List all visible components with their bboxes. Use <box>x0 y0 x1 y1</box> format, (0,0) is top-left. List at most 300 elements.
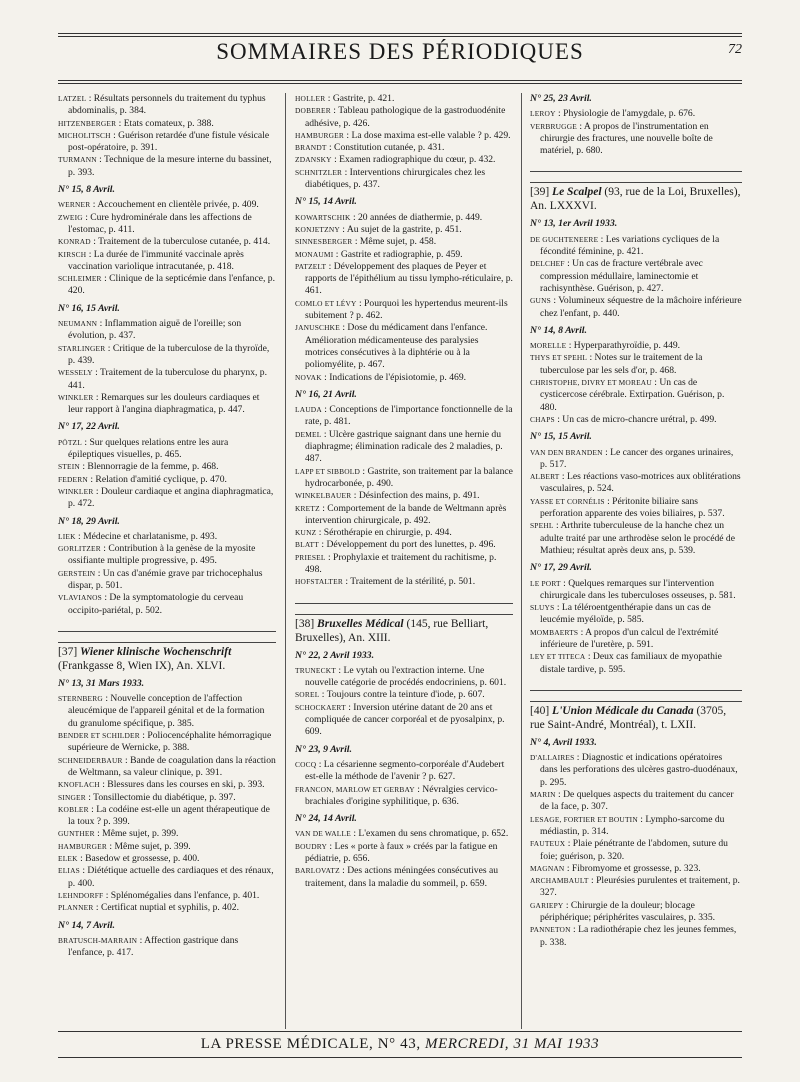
article-author: HOFSTALTER <box>295 577 343 587</box>
article-author: ZWEIG <box>58 212 83 222</box>
article-author: BOUDRY <box>295 841 327 851</box>
article-title: : Constitution cutanée, p. 431. <box>326 142 445 154</box>
article-title: : Blessures dans les courses en ski, p. 393. <box>99 779 265 791</box>
article-title: : Médecine et charlatanisme, p. 493. <box>75 530 218 542</box>
journal-number: [38] <box>295 617 318 630</box>
issue-number: N° 24, 14 Avril. <box>295 813 357 825</box>
article-author: ELIAS <box>58 866 80 876</box>
article-entry <box>530 789 742 814</box>
article-title: : Névralgies cervico-brachiales d'origine syphilitique, p. 636. <box>305 783 498 807</box>
issue-number: N° 18, 29 Avril. <box>58 515 120 527</box>
article-title: : Ulcère gastrique saignant dans une hernie du diaphragme; élimination radicale des 2 maladies, p. 487. <box>305 428 503 465</box>
article-title: : Lympho-sarcome du médiastin, p. 314. <box>540 813 725 837</box>
article-title: : Toujours contre la teinture d'iode, p. 607. <box>319 689 485 701</box>
issue-number: N° 13, 31 Mars 1933. <box>58 677 145 689</box>
article-author: STEIN <box>58 462 80 472</box>
journal-title: Wiener klinische Wochenschrift <box>80 645 232 658</box>
article-author: STARLINGER <box>58 343 106 353</box>
article-entry <box>530 924 742 949</box>
entry-group <box>295 212 513 384</box>
article-author: SCHLEIMER <box>58 274 102 284</box>
article-title: : Sur quelques relations entre les aura épileptiques visuelles, p. 465. <box>68 436 229 461</box>
article-title: : La téléroentgenthérapie dans un cas de leucémie myéloïde, p. 585. <box>540 602 711 626</box>
article-entry <box>58 804 276 829</box>
article-title: : La codéine est-elle un agent thérapeutique de la toux ? p. 399. <box>68 803 270 828</box>
article-author: MARIN <box>530 790 556 800</box>
article-title: : Contribution à la genèse de la myosite ossifiante multiple progressive, p. 495. <box>68 543 256 567</box>
entry-group <box>58 693 276 914</box>
article-entry <box>58 318 276 343</box>
issue-number: N° 14, 8 Avril. <box>530 324 587 336</box>
article-author: SCHNITZLER <box>295 167 343 177</box>
article-title: : Inflammation aiguë de l'oreille; son évolution, p. 437. <box>68 318 242 342</box>
article-title: : Gastrite, p. 421. <box>325 93 395 104</box>
journal-address: (145, rue Belliart, Bruxelles), An. XIII. <box>295 617 489 644</box>
article-title: : Blennorragie de la femme, p. 468. <box>79 461 219 473</box>
article-title: : Diététique actuelle des cardiaques et des rénaux, p. 400. <box>68 865 274 889</box>
article-author: SINGER <box>58 792 86 802</box>
article-entry <box>530 651 742 676</box>
article-title: : Affection gastrique dans l'enfance, p. 417. <box>68 934 239 959</box>
article-title: : Développement des plaques de Peyer et rapports de l'épithélium au tissu lympho-réticulaire, p. 461. <box>305 260 513 297</box>
footer-rule <box>58 1031 742 1032</box>
article-entry <box>58 543 276 568</box>
journal-title: Le Scalpel <box>552 186 602 199</box>
article-entry <box>530 340 742 352</box>
article-title: : Interventions chirurgicales chez les diabétiques, p. 437. <box>305 166 486 191</box>
journal-number: [40] <box>530 704 553 717</box>
article-title: : Même sujet, p. 399. <box>107 840 191 852</box>
article-author: FAUTEUX <box>530 839 566 849</box>
entry-group <box>295 404 513 588</box>
entry-group <box>530 234 742 320</box>
article-author: YASSE ET CORNÉLIS <box>530 496 605 506</box>
section-separator <box>58 631 276 632</box>
article-entry <box>58 392 276 417</box>
article-entry <box>58 343 276 368</box>
footer-journal: LA PRESSE MÉDICALE, N° 43, <box>200 1036 426 1052</box>
section-separator <box>295 603 513 604</box>
entry-group <box>58 318 276 416</box>
article-entry <box>58 437 276 462</box>
article-entry <box>295 105 513 130</box>
article-author: KNOFLACH <box>58 780 100 790</box>
article-title: : Comportement de la bande de Weltmann après intervention chirurgicale, p. 492. <box>305 502 507 526</box>
article-author: LEHNDORFF <box>58 890 104 900</box>
article-title: : Un cas de fracture vertébrale avec compression médullaire, laminectomie et rachisynthèse. Guérison, p. 427. <box>540 258 703 294</box>
article-entry <box>58 236 276 248</box>
entry-group <box>530 578 742 676</box>
entry-group <box>58 531 276 617</box>
article-entry <box>58 592 276 617</box>
article-title: : La durée de l'immunité vaccinale après vaccination variolique intracutanée, p. 418. <box>68 248 244 272</box>
article-entry <box>58 865 276 890</box>
issue-number: N° 22, 2 Avril 1933. <box>295 649 375 661</box>
article-entry <box>295 93 513 105</box>
article-author: ALBERT <box>530 472 560 482</box>
article-entry <box>530 875 742 900</box>
article-entry <box>58 890 276 902</box>
article-title: : Le vytah ou l'extraction interne. Une nouvelle catégorie de procédés endocriniens, p. 601. <box>305 664 507 689</box>
article-author: HAMBURGER <box>58 841 108 851</box>
article-title: : Les réactions vaso-motrices aux oblitérations vasculaires, p. 524. <box>540 471 741 495</box>
article-author: DOBERER <box>295 106 331 116</box>
issue-number: N° 17, 29 Avril. <box>530 562 592 574</box>
article-author: STERNBERG <box>58 694 103 704</box>
article-entry <box>58 130 276 155</box>
entry-group <box>295 828 513 889</box>
issue-number: N° 15, 15 Avril. <box>530 431 592 443</box>
article-author: ELEK <box>58 854 78 864</box>
entry-group <box>295 759 513 808</box>
article-entry <box>530 108 742 120</box>
article-author: PLANNER <box>58 903 94 913</box>
section-separator-2 <box>530 182 742 183</box>
issue-number: N° 16, 21 Avril. <box>295 388 357 400</box>
article-entry <box>295 298 513 323</box>
article-title: : Indications de l'épisiotomie, p. 469. <box>321 371 467 383</box>
article-title: : Remarques sur les douleurs cardiaques et leur rapport à l'angina diaphragmatica, p. 447. <box>68 391 260 416</box>
article-title: : Résultats personnels du traitement du typhus abdominalis, p. 384. <box>68 93 266 117</box>
page-footer <box>58 1036 742 1053</box>
article-entry <box>58 531 276 543</box>
article-entry <box>530 447 742 472</box>
article-entry <box>295 224 513 236</box>
article-author: JANUSCHKE <box>295 323 340 333</box>
entry-group <box>295 665 513 739</box>
article-entry <box>530 520 742 557</box>
article-entry <box>295 759 513 784</box>
article-author: LE PORT <box>530 578 561 588</box>
article-title: : Deux cas familiaux de myopathie distale tardive, p. 595. <box>540 651 722 675</box>
entry-group <box>58 93 276 179</box>
column-divider-1 <box>285 93 286 1029</box>
article-author: SOREL <box>295 690 320 700</box>
article-author: PATZELT <box>295 261 327 271</box>
article-title: : Accouchement en clientèle privée, p. 409. <box>90 199 259 211</box>
article-entry <box>295 130 513 142</box>
section-separator <box>530 690 742 691</box>
article-author: MICHOLITSCH <box>58 130 111 140</box>
entry-group <box>530 108 742 157</box>
article-title: : Technique de la mesure interne du bassinet, p. 393. <box>68 154 272 178</box>
article-author: PRIESEL <box>295 552 326 562</box>
article-title: : Dose du médicament dans l'enfance. Amélioration médicamenteuse des paralysies motrices consécutives à la diphtérie ou à la poliomyélite, p. 467. <box>305 322 488 371</box>
article-title: : Guérison retardée d'une fistule vésicale post-opératoire, p. 391. <box>68 129 270 154</box>
article-author: D'ALLAIRES <box>530 753 575 763</box>
article-entry <box>530 838 742 863</box>
article-entry <box>295 552 513 577</box>
article-entry <box>58 853 276 865</box>
article-title: : Notes sur le traitement de la tuberculose par les sels d'or, p. 468. <box>540 352 703 376</box>
entry-group <box>58 199 276 297</box>
article-title: : Sérothérapie en chirurgie, p. 494. <box>316 527 452 539</box>
article-author: COMLO ET LÉVY <box>295 298 357 308</box>
article-entry <box>58 486 276 511</box>
journal-address: (93, rue de la Loi, Bruxelles), An. LXXXVI. <box>530 186 741 213</box>
article-author: KUNZ <box>295 528 317 538</box>
article-entry <box>295 404 513 429</box>
article-title: : Gastrite et radiographie, p. 459. <box>333 248 463 260</box>
article-title: : Poliocencéphalite hémorragique supérieure de Wernicke, p. 388. <box>68 730 272 754</box>
article-entry <box>295 429 513 466</box>
article-author: HOLLER <box>295 94 326 103</box>
section-separator <box>530 171 742 172</box>
article-author: FRANCON, MARLOW ET GERBAY <box>295 784 415 794</box>
article-entry <box>295 466 513 491</box>
article-author: DEMEL <box>295 429 322 439</box>
article-author: GUNTHER <box>58 829 95 839</box>
article-author: KRETZ <box>295 503 320 513</box>
article-author: BARLOVATZ <box>295 866 340 876</box>
article-author: KOWARTSCHIK <box>295 212 351 222</box>
article-title: : Douleur cardiaque et angina diaphragmatica, p. 472. <box>68 485 274 510</box>
article-entry <box>295 865 513 890</box>
issue-number: N° 4, Avril 1933. <box>530 736 597 748</box>
article-author: KONJETZNY <box>295 224 340 234</box>
article-title: : La radiothérapie chez les jeunes femmes, p. 338. <box>540 924 737 948</box>
article-entry <box>58 693 276 730</box>
article-title: : De quelques aspects du traitement du cancer de la face, p. 307. <box>540 789 734 813</box>
journal-heading <box>295 617 513 645</box>
journal-heading <box>58 645 276 673</box>
article-title: : Des actions méningées consécutives au traitement, dans la maladie du sommeil, p. 659. <box>305 865 499 889</box>
article-author: GARIEPY <box>530 900 564 910</box>
article-entry <box>58 93 276 118</box>
article-entry <box>530 352 742 377</box>
column-2 <box>295 93 513 890</box>
article-title: : Plaie pénétrante de l'abdomen, suture du foie; guérison, p. 320. <box>540 838 728 862</box>
article-entry <box>295 841 513 866</box>
article-author: VERBRUGGE <box>530 121 577 131</box>
article-title: : Conceptions de l'importance fonctionnelle de la rate, p. 481. <box>305 404 513 428</box>
article-title: : Désinfection des mains, p. 491. <box>351 490 480 502</box>
article-entry <box>295 261 513 298</box>
article-entry <box>58 461 276 473</box>
article-author: FEDERN <box>58 474 88 484</box>
article-entry <box>58 902 276 914</box>
article-title: : Quelques remarques sur l'intervention chirurgicale dans les tuberculoses osseuses, p. 581. <box>540 577 736 601</box>
article-entry <box>295 167 513 192</box>
article-author: ZDANSKY <box>295 155 332 165</box>
column-1 <box>58 93 276 959</box>
article-title: : Prophylaxie et traitement du rachitisme, p. 498. <box>305 551 497 575</box>
article-entry <box>58 249 276 274</box>
article-title: : Développement du port des lunettes, p. 496. <box>319 539 496 551</box>
article-author: LESAGE, FORTIER ET BOUTIN <box>530 814 638 824</box>
article-title: : Traitement de la stérilité, p. 501. <box>342 576 476 588</box>
article-entry <box>58 792 276 804</box>
journal-title: L'Union Médicale du Canada <box>552 704 694 717</box>
article-author: SINNESBERGER <box>295 237 353 247</box>
article-entry <box>530 578 742 603</box>
article-title: : Tableau pathologique de la gastroduodénite adhésive, p. 426. <box>305 105 506 129</box>
article-author: WERNER <box>58 200 91 210</box>
article-entry <box>58 755 276 780</box>
issue-number: N° 13, 1er Avril 1933. <box>530 218 618 230</box>
article-author: BRANDT <box>295 143 327 153</box>
article-author: COCQ <box>295 759 317 769</box>
article-entry <box>58 474 276 486</box>
article-title: : Nouvelle conception de l'affection aleucémique de l'appareil génital et de la formation du granulome spécifique, p. 385. <box>68 693 265 729</box>
issue-number: N° 15, 14 Avril. <box>295 196 357 208</box>
article-author: LATZEL <box>58 94 87 103</box>
article-author: VAN DEN BRANDEN <box>530 447 603 457</box>
article-title: : Un cas de cysticercose cérébrale. Extirpation. Guérison, p. 480. <box>540 377 725 413</box>
journal-heading <box>530 704 742 732</box>
article-entry <box>58 779 276 791</box>
article-entry <box>530 627 742 652</box>
issue-number: N° 23, 9 Avril. <box>295 743 352 755</box>
journal-number: [39] <box>530 186 553 199</box>
journal-number: [37] <box>58 645 81 658</box>
page-header <box>58 36 742 76</box>
article-author: HAMBURGER <box>295 130 345 140</box>
article-entry <box>530 295 742 320</box>
article-title: : Critique de la tuberculose de la thyroïde, p. 439. <box>68 342 270 366</box>
article-author: CHAPS <box>530 414 555 424</box>
article-author: GORLITZER <box>58 544 101 554</box>
article-entry <box>530 414 742 426</box>
article-author: NEUMANN <box>58 319 98 329</box>
article-title: : Le cancer des organes urinaires, p. 517. <box>540 446 734 470</box>
article-title: : Diagnostic et indications opératoires dans les perforations des ulcères gastro-duodénaux, p. 295. <box>540 752 738 788</box>
article-author: BENDER ET SCHILDER <box>58 731 140 741</box>
article-entry <box>295 702 513 739</box>
article-entry <box>295 503 513 528</box>
article-entry <box>295 527 513 539</box>
header-rule <box>58 80 742 81</box>
article-entry <box>58 828 276 840</box>
issue-number: N° 16, 15 Avril. <box>58 302 120 314</box>
article-title: : Péritonite biliaire sans perforation apparente des voies biliaires, p. 537. <box>540 495 725 520</box>
article-title: : A propos d'un calcul de l'extrémité inférieure de l'uretère, p. 591. <box>540 626 719 650</box>
article-entry <box>58 118 276 130</box>
column-3 <box>530 93 742 949</box>
article-author: KIRSCH <box>58 249 87 259</box>
article-entry <box>58 568 276 593</box>
header-rule-2 <box>58 83 742 84</box>
journal-address: (3705, rue Saint-André, Montréal), t. LXII. <box>530 704 727 731</box>
entry-group <box>58 935 276 960</box>
article-author: BRATUSCH-MARRAIN <box>58 935 138 945</box>
article-entry <box>58 199 276 211</box>
article-author: MONAUMI <box>295 249 334 259</box>
footer-date: MERCREDI, 31 MAI 1933 <box>425 1036 600 1052</box>
page-number: 72 <box>728 42 742 57</box>
article-author: MOMBAERTS <box>530 627 579 637</box>
article-author: MAGNAN <box>530 863 565 873</box>
issue-number: N° 25, 23 Avril. <box>530 93 592 104</box>
journal-title: Bruxelles Médical <box>317 617 404 630</box>
article-entry <box>295 142 513 154</box>
article-author: LAUDA <box>295 405 322 415</box>
article-author: BLATT <box>295 540 319 550</box>
article-title: : Même sujet, p. 399. <box>94 828 179 840</box>
issue-number: N° 17, 22 Avril. <box>58 421 120 433</box>
article-title: : Physiologie de l'amygdale, p. 676. <box>555 108 696 120</box>
article-entry <box>530 752 742 789</box>
article-entry <box>530 471 742 496</box>
journal-heading <box>530 185 742 213</box>
article-title: : Tonsillectomie du diabétique, p. 397. <box>85 791 236 803</box>
article-title: : Inversion utérine datant de 20 ans et compliquée de cancer corporéal et de pyosalpinx, p. 609. <box>305 701 505 738</box>
article-author: LIEK <box>58 531 76 541</box>
article-title: : La césarienne segmento-corporéale d'Audebert est-elle la méthode de l'avenir ? p. 627. <box>305 758 505 783</box>
article-entry <box>58 212 276 237</box>
section-separator-2 <box>295 614 513 615</box>
article-title: : Relation d'amitié cyclique, p. 470. <box>87 473 227 485</box>
article-title: : Hyperparathyroïdie, p. 449. <box>566 340 681 352</box>
article-title: : Un cas d'anémie grave par trichocephalus dispar, p. 501. <box>68 567 263 591</box>
entry-group <box>295 93 513 191</box>
article-author: GERSTEIN <box>58 568 96 578</box>
page-title: SOMMAIRES DES PÉRIODIQUES <box>216 39 584 64</box>
article-title: : Splénomégalies dans l'enfance, p. 401. <box>103 889 260 901</box>
article-author: GUNS <box>530 296 551 306</box>
article-author: ARCHAMBAULT <box>530 876 589 886</box>
article-author: WESSELY <box>58 368 93 378</box>
article-entry <box>530 377 742 414</box>
article-entry <box>295 576 513 588</box>
article-title: : Examen radiographique du cœur, p. 432. <box>331 154 496 166</box>
article-entry <box>530 234 742 259</box>
article-title: : Au sujet de la gastrite, p. 451. <box>339 223 462 235</box>
article-author: CHRISTOPHE, DIVRY ET MOREAU <box>530 378 652 388</box>
article-author: DELCHEF <box>530 259 565 269</box>
article-entry <box>295 665 513 690</box>
article-title: : Même sujet, p. 458. <box>352 236 437 248</box>
article-entry <box>295 784 513 809</box>
article-entry <box>58 367 276 392</box>
article-title: : Cure hydrominérale dans les affections de l'estomac, p. 411. <box>68 211 252 235</box>
article-author: WINKLER <box>58 486 94 496</box>
top-rule <box>58 33 742 34</box>
article-title: : De la symptomatologie du cerveau occipito-pariétal, p. 502. <box>68 592 244 616</box>
article-title: : La dose maxima est-elle valable ? p. 429. <box>344 129 511 141</box>
article-entry <box>295 539 513 551</box>
article-title: : Etats comateux, p. 388. <box>116 117 214 129</box>
article-author: NOVAK <box>295 372 322 382</box>
issue-number: N° 14, 7 Avril. <box>58 919 115 931</box>
article-entry <box>530 863 742 875</box>
article-title: : A propos de l'instrumentation en chirurgie des fractures, une nouvelle boîte de matériel, p. 680. <box>540 120 713 157</box>
article-author: HITZENBERGER <box>58 118 117 128</box>
section-separator-2 <box>530 701 742 702</box>
article-entry <box>295 372 513 384</box>
article-author: WINKELBAUER <box>295 491 352 501</box>
article-author: PANNETON <box>530 925 571 935</box>
article-title: : Certificat nuptial et syphilis, p. 402. <box>93 902 239 914</box>
article-title: : Clinique de la septicémie dans l'enfance, p. 420. <box>68 273 275 297</box>
article-entry <box>295 154 513 166</box>
article-title: : 20 années de diathermie, p. 449. <box>350 211 483 223</box>
article-entry <box>295 490 513 502</box>
article-entry <box>530 900 742 925</box>
article-author: MORELLE <box>530 341 567 351</box>
article-entry <box>530 496 742 521</box>
article-author: KOBLER <box>58 804 89 814</box>
entry-group <box>58 437 276 511</box>
article-author: TRUNECKT <box>295 665 337 675</box>
article-title: : Pleurésies purulentes et traitement, p. 327. <box>540 875 740 899</box>
article-entry <box>58 154 276 179</box>
article-author: LAPP ET SIBBOLD <box>295 466 361 476</box>
article-title: : Les « porte à faux » créés par la fatigue en pédiatrie, p. 656. <box>305 840 498 865</box>
article-title: : Pourquoi les hypertendus meurent-ils subitement ? p. 462. <box>305 297 508 322</box>
article-author: THYS ET SPEHL <box>530 353 588 363</box>
article-entry <box>58 273 276 298</box>
